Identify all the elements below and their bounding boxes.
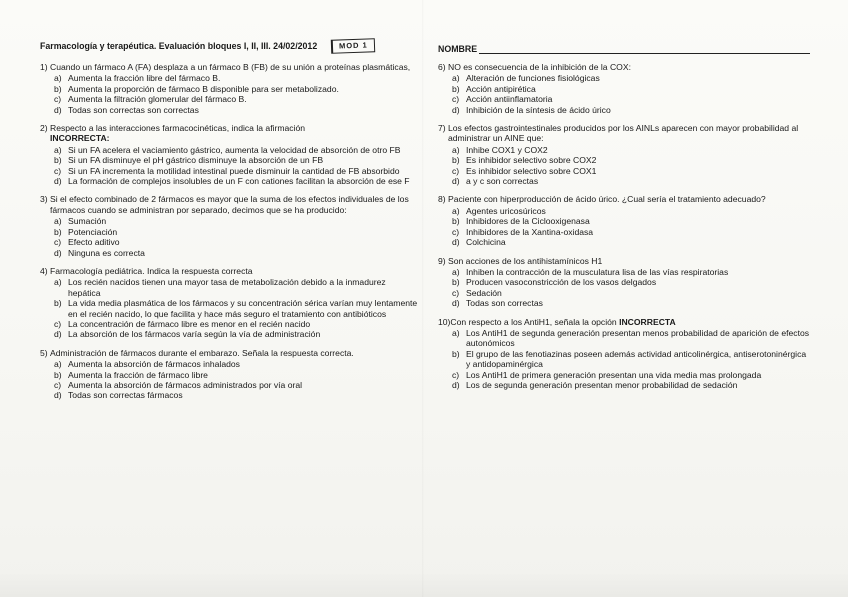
option-list [40,359,418,401]
option-b[interactable]: b) Aumenta la proporción de fármaco B disponible para ser metabolizado. [54,83,339,94]
question-text: 9) Son acciones de los antihistamínicos H1 [438,255,603,266]
option-b[interactable]: b) Acción antipirética [452,83,536,94]
option-b[interactable]: b) Si un FA disminuye el pH gástrico disminuye la absorción de un FB [54,155,324,166]
option-b[interactable]: b) El grupo de las fenotiazinas poseen además actividad anticolinérgica, antiserotoninérgica y antidopaminérgica [452,348,807,370]
option-c[interactable]: c) Efecto aditivo [54,237,120,248]
option-list [40,277,418,339]
question-emphasis: INCORRECTA [619,316,676,327]
exam-title: Farmacología y terapéutica. Evaluación bloques I, II, III. 24/02/2012 [40,40,318,51]
question-emphasis: INCORRECTA: [50,133,110,144]
question-1 [40,62,418,115]
question-text: 5) Administración de fármacos durante el embarazo. Señala la respuesta correcta. [40,347,354,358]
left-column [40,38,418,401]
option-list [438,206,810,248]
question-text: 2) Respecto a las interacciones farmacocinéticas, indica la afirmación INCORRECTA: [40,123,306,144]
option-b[interactable]: b) La vida media plasmática de los fármacos y su concentración sérica varían muy lentamente en el recién nacido, lo que facilita y hace más seguro el tratamiento con antibióticos [54,298,418,319]
option-a[interactable]: a) Los recién nacidos tienen una mayor tasa de metabolización debido a la inmadurez hepática [54,277,386,298]
option-a[interactable]: a) Agentes uricosúricos [452,205,546,216]
exam-header [40,38,418,54]
page-bottom-shadow [0,569,848,597]
option-list [438,73,810,115]
option-b[interactable]: b) Es inhibidor selectivo sobre COX2 [452,155,597,166]
option-c[interactable]: c) Aumenta la filtración glomerular del fármaco B. [54,94,247,105]
option-d[interactable]: d) Todas son correctas fármacos [54,390,183,401]
option-a[interactable]: a) Aumenta la fracción libre del fármaco B. [54,73,221,84]
question-text: 3) Si el efecto combinado de 2 fármacos es mayor que la suma de los efectos individuales de los fármacos cuando se administran por separado, decimos que se ha producido: [40,194,409,215]
question-text: 1) Cuando un fármaco A (FA) desplaza a un fármaco B (FB) de su unión a proteínas plasmáticas, [40,62,411,72]
option-d[interactable]: d) Inhibición de la síntesis de ácido úrico [452,104,611,115]
option-c[interactable]: c) Es inhibidor selectivo sobre COX1 [452,165,597,176]
name-label: NOMBRE [438,43,478,54]
option-a[interactable]: a) Inhiben la contracción de la musculatura lisa de las vías respiratorias [452,266,729,277]
option-b[interactable]: b) Aumenta la fracción de fármaco libre [54,369,208,380]
question-4 [40,266,418,340]
option-d[interactable]: d) Ninguna es correcta [54,247,145,258]
option-d[interactable]: d) Todas son correctas [452,298,543,309]
question-5 [40,348,418,401]
question-10 [438,317,810,391]
option-d[interactable]: d) Colchicina [452,237,506,248]
option-c[interactable]: c) Los AntiH1 de primera generación presentan una vida media mas prolongada [452,369,762,380]
option-c[interactable]: c) Aumenta la absorción de fármacos administrados por vía oral [54,379,303,390]
question-text: 6) NO es consecuencia de la inhibición de la COX: [438,62,631,72]
option-c[interactable]: c) Acción antiinflamatoria [452,94,553,105]
option-d[interactable]: d) La formación de complejos insolubles de un F con cationes facilitan la absorción de ese F [54,176,410,187]
page-fold [422,0,424,597]
name-field[interactable] [438,38,810,54]
option-a[interactable]: a) Inhibe COX1 y COX2 [452,144,548,155]
option-c[interactable]: c) La concentración de fármaco libre es menor en el recién nacido [54,318,311,329]
option-c[interactable]: c) Si un FA incrementa la motilidad intestinal puede disminuir la cantidad de FB absorbido [54,165,400,176]
option-b[interactable]: b) Producen vasoconstricción de los vasos delgados [452,277,657,288]
question-text: 7) Los efectos gastrointestinales producidos por los AINLs aparecen con mayor probabilidad al administrar un AINE que: [438,123,799,144]
option-d[interactable]: d) Todas son correctas son correctas [54,104,199,115]
question-text: 10)Con respecto a los AntiH1, señala la opción INCORRECTA [438,316,676,327]
option-b[interactable]: b) Potenciación [54,226,118,237]
option-d[interactable]: d) La absorción de los fármacos varía según la vía de administración [54,329,321,340]
question-text: 4) Farmacología pediátrica. Indica la respuesta correcta [40,265,253,276]
option-c[interactable]: c) Inhibidores de la Xantina-oxidasa [452,226,594,237]
option-a[interactable]: a) Aumenta la absorción de fármacos inhalados [54,359,240,370]
right-column [438,38,810,390]
option-a[interactable]: a) Alteración de funciones fisiológicas [452,73,600,84]
question-9 [438,256,810,309]
name-line[interactable] [479,44,810,54]
option-list [438,328,810,390]
option-d[interactable]: d) Los de segunda generación presentan menor probabilidad de sedación [452,379,738,390]
exam-version-box: MOD 1 [331,38,375,54]
option-list [438,145,810,187]
question-7 [438,123,810,186]
question-text: 8) Paciente con hiperproducción de ácido úrico. ¿Cual sería el tratamiento adecuado? [438,194,766,205]
option-b[interactable]: b) Inhibidores de la Ciclooxigenasa [452,216,590,227]
option-list [40,216,418,258]
option-d[interactable]: d) a y c son correctas [452,176,539,187]
option-list [438,267,810,309]
option-a[interactable]: a) Sumación [54,216,107,227]
option-c[interactable]: c) Sedación [452,287,502,298]
option-list [40,73,418,115]
question-8 [438,194,810,247]
question-3 [40,194,418,257]
question-6 [438,62,810,115]
question-2 [40,123,418,186]
option-a[interactable]: a) Los AntiH1 de segunda generación presentan menos probabilidad de aparición de efectos autonómicos [452,327,810,349]
option-a[interactable]: a) Si un FA acelera el vaciamiento gástrico, aumenta la velocidad de absorción de otro FB [54,144,401,155]
option-list [40,145,418,187]
